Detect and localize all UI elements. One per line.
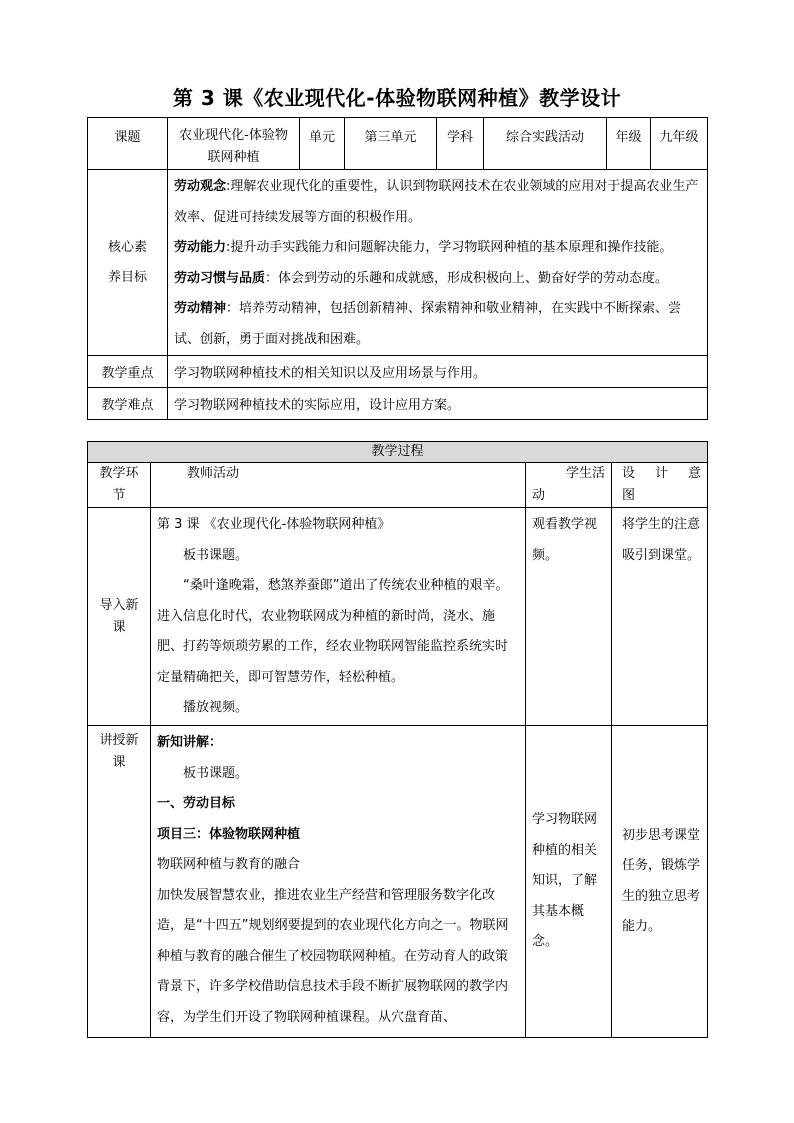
table-row xyxy=(88,726,708,1038)
design-intent-intro: 将学生的注意吸引到课堂。 xyxy=(612,508,708,726)
goal-text: 提升动手实践能力和问题解决能力，学习物联网种植的基本原理和操作技能。 xyxy=(230,240,673,255)
core-goals-content xyxy=(168,170,708,356)
goal-label: 劳动习惯与品质 xyxy=(174,270,266,286)
goal-text: 培养劳动精神，包括创新精神、探索精神和敬业精神，在实践中不断探索、尝试、创新，勇于面对挑战和困难。 xyxy=(174,301,682,347)
unit-label: 单元 xyxy=(300,118,345,170)
goal-labor-spirit: 劳动精神：培养劳动精神，包括创新精神、探索精神和敬业精神，在实践中不断探索、尝试、创新，勇于面对挑战和困难。 xyxy=(174,301,682,347)
topic-value-line1: 农业现代化-体验物 xyxy=(179,128,288,143)
core-label-line2: 养目标 xyxy=(107,269,147,285)
table-row xyxy=(88,508,708,726)
goal-text: 理解农业现代化的重要性，认识到物联网技术在农业领域的应用对于提高农业生产效率、促进可持续发展等方面的积极作用。 xyxy=(174,179,699,225)
difficult-points-label: 教学难点 xyxy=(88,388,168,420)
course-info-table xyxy=(87,117,708,420)
subject-label: 学科 xyxy=(437,118,484,170)
topic-value-line2: 联网种植 xyxy=(207,150,260,165)
difficult-points-value: 学习物联网种植技术的实际应用，设计应用方案。 xyxy=(168,388,708,420)
teacher-activity-new-lesson: 新知讲解： 板书课题。 一、劳动目标 项目三：体验物联网种植 物联网种植与教育的融合 加快发展智慧农业，推进农业生产经营和管理服务数字化改造，是“十四五”规划纲要提到的农业现代化方向之一。物联网种植与教育的融合催生了校园物联网种植。在劳动育人的政策背景下，许多学校借助信息技术手段不断扩展物联网的教学内容，为学生们开设了物联网种植课程。从穴盘育苗、 xyxy=(151,726,526,1038)
goal-labor-ability: 劳动能力:提升动手实践能力和问题解决能力，学习物联网种植的基本原理和操作技能。 xyxy=(174,240,673,255)
col-student-header: 学生活 动 xyxy=(526,463,612,508)
col-step-header: 教学环 节 xyxy=(88,463,151,508)
key-points-value: 学习物联网种植技术的相关知识以及应用场景与作用。 xyxy=(168,356,708,388)
core-label-line1: 核心素 xyxy=(107,239,147,255)
col-design-header: 设 计 意 图 xyxy=(612,463,708,508)
step-intro: 导入新 课 xyxy=(88,508,151,726)
student-activity-intro: 观看教学视频。 xyxy=(526,508,612,726)
step-new-lesson: 讲授新 课 xyxy=(88,726,151,1038)
goal-labor-concept: 劳动观念:理解农业现代化的重要性，认识到物联网技术在农业领域的应用对于提高农业生产效率、促进可持续发展等方面的积极作用。 xyxy=(174,179,699,225)
document-title: 第 3 课《农业现代化-体验物联网种植》教学设计 xyxy=(172,86,622,110)
key-points-label: 教学重点 xyxy=(88,356,168,388)
subject-value: 综合实践活动 xyxy=(484,118,607,170)
student-activity-new-lesson: 学习物联网种植的相关知识，了解其基本概念。 xyxy=(526,726,612,1038)
design-intent-new-lesson: 初步思考课堂任务，锻炼学生的独立思考能力。 xyxy=(612,726,708,1038)
core-goals-label xyxy=(88,170,168,356)
teacher-activity-intro: 第 3 课 《农业现代化-体验物联网种植》 板书课题。 “桑叶逢晚霜，愁煞养蚕郎”道出了传统农业种植的艰辛。进入信息化时代，农业物联网成为种植的新时尚，浇水、施肥、打药等烦琐劳累的工作，经农业物联网智能监控系统实时定量精确把关，即可智慧劳作，轻松种植。 播放视频。 xyxy=(151,508,526,726)
goal-labor-habits: 劳动习惯与品质：体会到劳动的乐趣和成就感，形成积极向上、勤奋好学的劳动态度。 xyxy=(174,270,669,286)
process-header: 教学过程 xyxy=(88,442,708,463)
goal-label: 劳动能力 xyxy=(174,240,227,255)
goal-label: 劳动观念 xyxy=(174,179,227,194)
col-teacher-header: 教师活动 xyxy=(151,463,526,508)
grade-label: 年级 xyxy=(607,118,651,170)
teaching-process-table xyxy=(87,441,708,1038)
grade-value: 九年级 xyxy=(651,118,708,170)
topic-label: 课题 xyxy=(88,118,168,170)
goal-label: 劳动精神 xyxy=(174,301,227,316)
unit-value: 第三单元 xyxy=(345,118,437,170)
topic-value xyxy=(168,118,300,170)
goal-text: 体会到劳动的乐趣和成就感，形成积极向上、勤奋好学的劳动态度。 xyxy=(278,270,669,286)
